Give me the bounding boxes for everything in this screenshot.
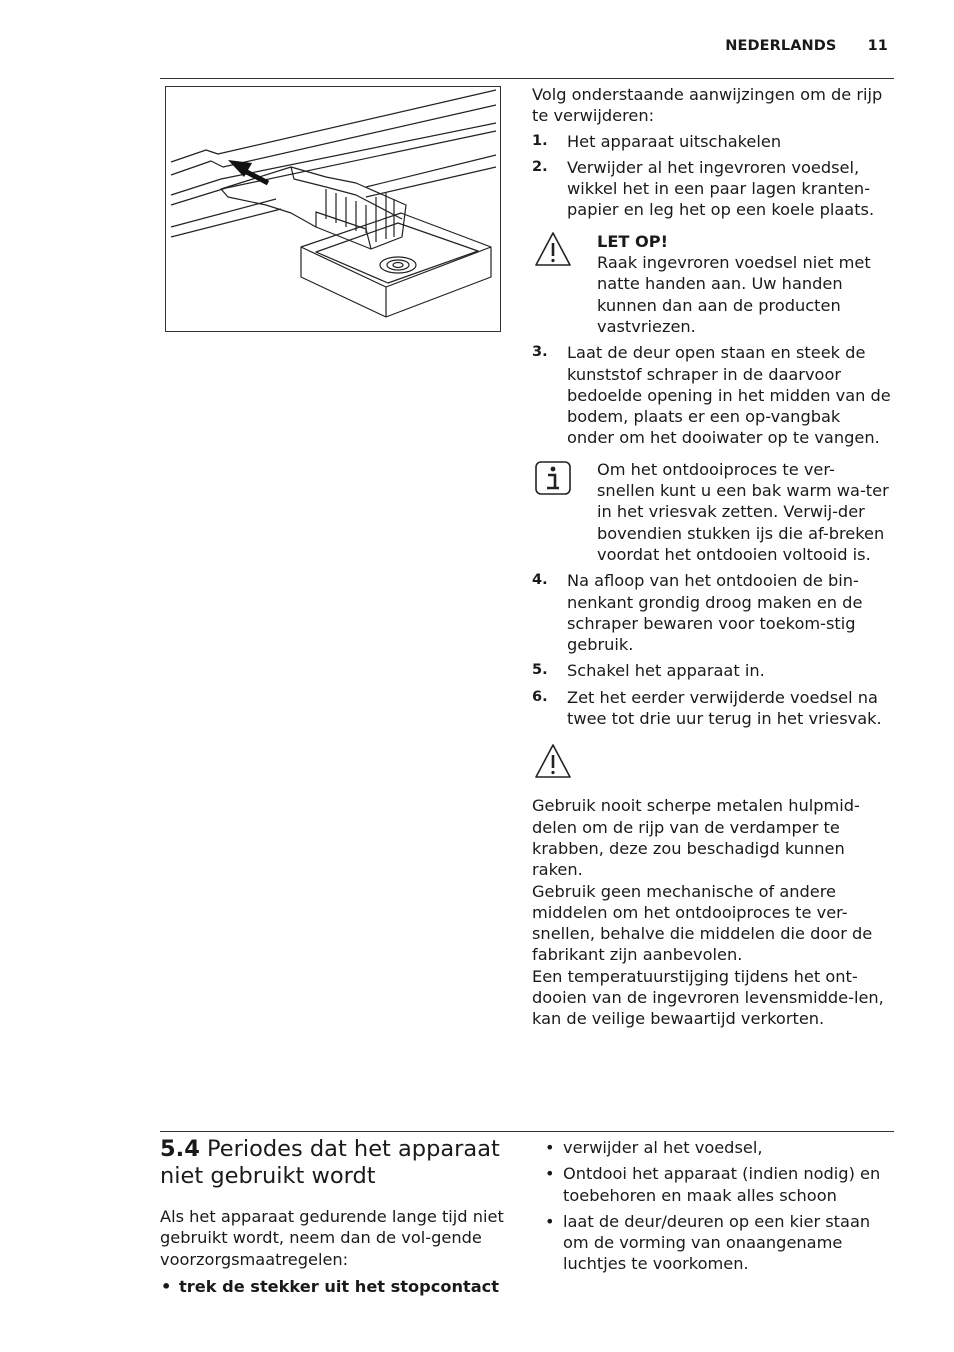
step-number: 2. xyxy=(532,158,548,175)
step-4 xyxy=(532,570,892,655)
step-number: 3. xyxy=(532,344,548,361)
caution-block xyxy=(532,231,892,337)
step-text: Zet het eerder verwijderde voedsel na twee tot drie uur terug in het vriesvak. xyxy=(567,687,882,729)
step-number: 4. xyxy=(532,572,548,589)
step-text: Na afloop van het ontdooien de bin-nenkant grondig droog maken en de schraper bewaren voor toekom-stig gebruik. xyxy=(567,571,863,655)
step-6 xyxy=(532,687,892,730)
step-1 xyxy=(532,131,892,152)
header-rule xyxy=(160,78,894,79)
info-block xyxy=(532,459,892,565)
warning-triangle-icon xyxy=(534,764,572,783)
step-2 xyxy=(532,157,892,221)
step-text: Schakel het apparaat in. xyxy=(567,661,765,681)
page-header xyxy=(725,38,888,54)
intro-text: Volg onderstaande aanwijzingen om de rijp te verwijderen: xyxy=(532,85,883,126)
caution-text-2: Gebruik geen mechanische of andere middelen om het ontdooiproces te ver-snellen, behalve die middelen die door de fabrikant zijn aanbevolen. xyxy=(532,881,873,965)
section-rule xyxy=(160,1131,894,1132)
caution-text: Raak ingevroren voedsel niet met natte handen aan. Uw handen kunnen dan aan de producten vastvriezen. xyxy=(597,253,871,336)
list-item xyxy=(532,1163,894,1206)
list-item-text: Ontdooi het apparaat (indien nodig) en toebehoren en maak alles schoon xyxy=(563,1164,881,1205)
defrost-instructions xyxy=(532,84,892,1030)
info-icon xyxy=(534,460,572,501)
bullet-dot: • xyxy=(161,1276,172,1296)
header-language: NEDERLANDS xyxy=(725,38,837,54)
section-title xyxy=(160,1136,520,1190)
list-item-text: trek de stekker uit het stopcontact xyxy=(179,1276,499,1296)
step-number: 5. xyxy=(532,662,548,679)
step-text: Het apparaat uitschakelen xyxy=(567,131,782,151)
step-text: Verwijder al het ingevroren voedsel, wikkel het in een paar lagen kranten-papier en leg het op een koele plaats. xyxy=(567,157,875,220)
scraper-in-drain-drawing xyxy=(166,87,500,331)
page-number: 11 xyxy=(867,38,888,54)
caution-text-3: Een temperatuurstijging tijdens het ont-dooien van de ingevroren levensmidde-len, kan de veilige bewaartijd verkorten. xyxy=(532,966,884,1029)
section-number: 5.4 xyxy=(160,1136,200,1162)
caution-title: LET OP! xyxy=(597,231,669,251)
section-heading: Periodes dat het apparaat niet gebruikt wordt xyxy=(160,1136,500,1189)
caution-block-2 xyxy=(532,743,892,795)
defrost-illustration xyxy=(165,86,501,332)
step-3 xyxy=(532,342,892,448)
section-intro-text: Als het apparaat gedurende lange tijd niet gebruikt wordt, neem dan de vol-gende voorzorgsmaatregelen: xyxy=(160,1207,504,1269)
step-number: 1. xyxy=(532,132,548,149)
step-text: Laat de deur open staan en steek de kunststof schraper in de daarvoor bedoelde opening in het midden van de bodem, plaats er een op-vangbak onder om het dooiwater op te vangen. xyxy=(567,343,891,448)
list-item-text: verwijder al het voedsel, xyxy=(563,1138,763,1157)
section-intro xyxy=(160,1206,520,1297)
step-number: 6. xyxy=(532,688,548,705)
info-text: Om het ontdooiproces te ver-snellen kunt u een bak warm wa-ter in het vriesvak zetten. Verwij-der bovendien stukken ijs die af-breken voordat het ontdooien voltooid is. xyxy=(597,459,889,564)
list-item-text: laat de deur/deuren op een kier staan om de vorming van onaangename luchtjes te voorkomen. xyxy=(563,1211,871,1274)
bullet-dot: • xyxy=(545,1164,555,1184)
caution-text-1: Gebruik nooit scherpe metalen hulpmid-delen om de rijp van de verdamper te krabben, deze zou beschadigd kunnen raken. xyxy=(532,796,860,880)
list-item xyxy=(532,1211,894,1275)
warning-triangle-icon xyxy=(534,231,572,272)
list-item xyxy=(160,1276,520,1297)
list-item xyxy=(532,1137,894,1158)
bullet-dot: • xyxy=(545,1211,555,1231)
step-5 xyxy=(532,660,892,681)
section-bullets-right xyxy=(532,1137,894,1275)
bullet-dot: • xyxy=(545,1138,555,1157)
